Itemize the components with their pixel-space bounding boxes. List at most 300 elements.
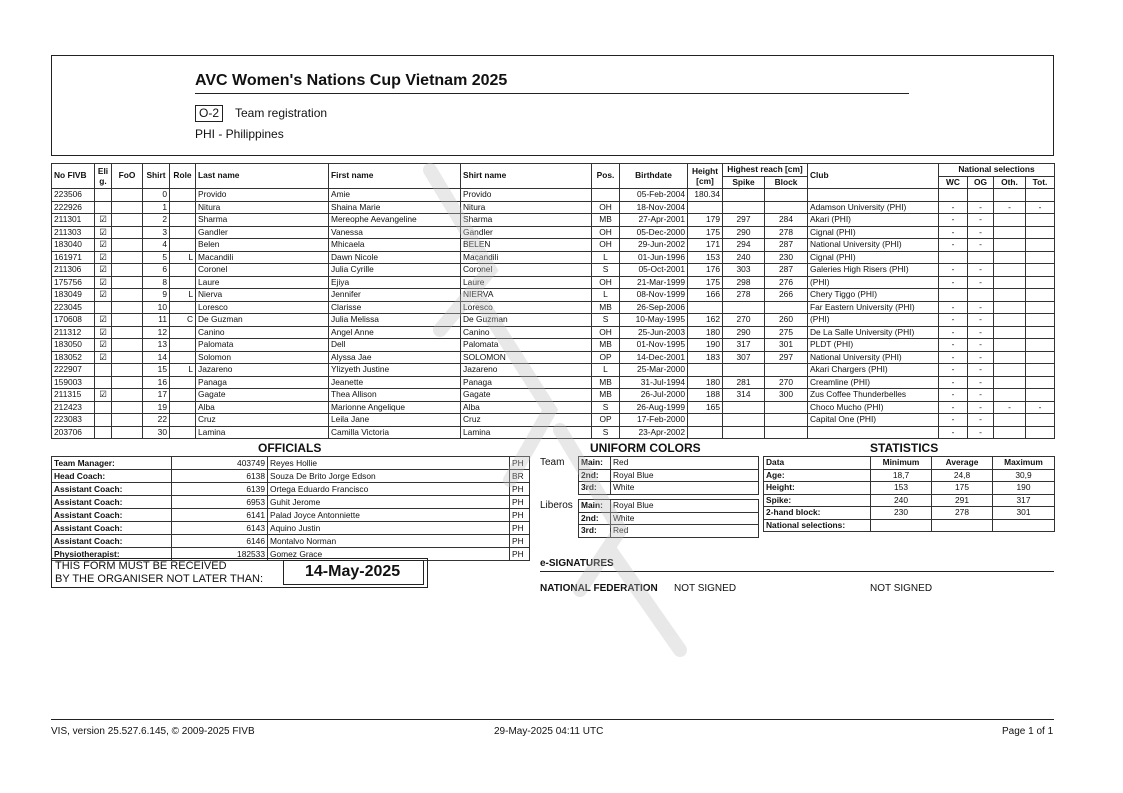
cell-club: Zus Coffee Thunderbelles bbox=[808, 389, 939, 402]
cell-shirt: 13 bbox=[143, 339, 170, 352]
cell-last-name: De Guzman bbox=[196, 314, 329, 327]
cell-wc: - bbox=[939, 389, 968, 402]
stats-avg: 278 bbox=[932, 507, 993, 520]
table-row bbox=[52, 251, 1055, 264]
cell-tot bbox=[1026, 214, 1055, 227]
cell-no-fivb: 159003 bbox=[52, 376, 95, 389]
cell-last-name: Jazareno bbox=[196, 364, 329, 377]
cell-first-name: Ylizyeth Justine bbox=[329, 364, 461, 377]
cell-spike bbox=[723, 301, 765, 314]
cell-height bbox=[688, 426, 723, 439]
stats-min: 153 bbox=[871, 482, 932, 495]
cell-club: Akari (PHI) bbox=[808, 214, 939, 227]
cell-role bbox=[170, 426, 196, 439]
cell-first-name: Camilla Victoria bbox=[329, 426, 461, 439]
stats-label: Spike: bbox=[764, 494, 871, 507]
uniform-row bbox=[579, 512, 759, 525]
cell-og: - bbox=[968, 364, 994, 377]
cell-first-name: Dell bbox=[329, 339, 461, 352]
cell-shirt: 3 bbox=[143, 226, 170, 239]
official-id: 6146 bbox=[172, 535, 268, 548]
form-name: Team registration bbox=[235, 106, 328, 120]
col-club: Club bbox=[808, 164, 939, 189]
cell-wc: - bbox=[939, 276, 968, 289]
stats-row bbox=[764, 507, 1055, 520]
cell-last-name: Nierva bbox=[196, 289, 329, 302]
cell-tot bbox=[1026, 314, 1055, 327]
cell-wc bbox=[939, 289, 968, 302]
official-name: Palad Joyce Antonniette bbox=[268, 509, 510, 522]
cell-pos: OH bbox=[592, 226, 620, 239]
cell-club bbox=[808, 426, 939, 439]
cell-block bbox=[765, 401, 808, 414]
cell-spike bbox=[723, 426, 765, 439]
cell-block: 301 bbox=[765, 339, 808, 352]
cell-block bbox=[765, 426, 808, 439]
cell-block: 300 bbox=[765, 389, 808, 402]
cell-shirt: 22 bbox=[143, 414, 170, 427]
cell-oth bbox=[994, 226, 1026, 239]
cell-og: - bbox=[968, 414, 994, 427]
cell-shirt: 9 bbox=[143, 289, 170, 302]
cell-tot bbox=[1026, 376, 1055, 389]
cell-foo bbox=[112, 276, 143, 289]
cell-role: C bbox=[170, 314, 196, 327]
cell-first-name: Mhicaela bbox=[329, 239, 461, 252]
cell-og bbox=[968, 251, 994, 264]
footer-version: VIS, version 25.527.6.145, © 2009-2025 FIVB bbox=[51, 726, 255, 737]
cell-oth bbox=[994, 289, 1026, 302]
stats-avg bbox=[932, 519, 993, 532]
uniform-color: Red bbox=[611, 525, 759, 538]
cell-height: 183 bbox=[688, 351, 723, 364]
national-federation-status: NOT SIGNED bbox=[674, 583, 737, 594]
cell-wc: - bbox=[939, 351, 968, 364]
cell-club: Creamline (PHI) bbox=[808, 376, 939, 389]
cell-first-name: Ejiya bbox=[329, 276, 461, 289]
cell-pos: MB bbox=[592, 339, 620, 352]
cell-pos: S bbox=[592, 401, 620, 414]
cell-oth bbox=[994, 264, 1026, 277]
cell-club bbox=[808, 189, 939, 202]
cell-no-fivb: 175756 bbox=[52, 276, 95, 289]
cell-block: 276 bbox=[765, 276, 808, 289]
cell-block: 230 bbox=[765, 251, 808, 264]
cell-foo bbox=[112, 264, 143, 277]
cell-wc: - bbox=[939, 201, 968, 214]
cell-first-name: Shaina Marie bbox=[329, 201, 461, 214]
cell-height: 175 bbox=[688, 226, 723, 239]
cell-pos: L bbox=[592, 289, 620, 302]
cell-shirt-name: Canino bbox=[461, 326, 592, 339]
cell-oth bbox=[994, 376, 1026, 389]
cell-height: 190 bbox=[688, 339, 723, 352]
cell-spike: 307 bbox=[723, 351, 765, 364]
uniform-row bbox=[579, 469, 759, 482]
cell-pos: OP bbox=[592, 414, 620, 427]
cell-height: 153 bbox=[688, 251, 723, 264]
col-birthdate: Birthdate bbox=[620, 164, 688, 189]
cell-club: PLDT (PHI) bbox=[808, 339, 939, 352]
cell-og: - bbox=[968, 326, 994, 339]
official-role: Assistant Coach: bbox=[52, 496, 172, 509]
col-og: OG bbox=[968, 176, 994, 189]
cell-spike: 317 bbox=[723, 339, 765, 352]
table-row bbox=[52, 414, 1055, 427]
col-oth: Oth. bbox=[994, 176, 1026, 189]
cell-height: 180 bbox=[688, 376, 723, 389]
uniform-team-label: Team bbox=[540, 457, 565, 468]
col-national-selections: National selections bbox=[939, 164, 1055, 177]
cell-wc: - bbox=[939, 264, 968, 277]
cell-birthdate: 05-Dec-2000 bbox=[620, 226, 688, 239]
cell-club: National University (PHI) bbox=[808, 239, 939, 252]
cell-elig bbox=[95, 301, 112, 314]
cell-foo bbox=[112, 326, 143, 339]
uniform-title: UNIFORM COLORS bbox=[590, 441, 701, 455]
cell-shirt-name: Loresco bbox=[461, 301, 592, 314]
cell-elig: ☑ bbox=[95, 264, 112, 277]
stats-max: 190 bbox=[993, 482, 1055, 495]
cell-role bbox=[170, 301, 196, 314]
cell-wc: - bbox=[939, 401, 968, 414]
cell-block: 266 bbox=[765, 289, 808, 302]
cell-first-name: Jeanette bbox=[329, 376, 461, 389]
cell-shirt: 30 bbox=[143, 426, 170, 439]
cell-no-fivb: 211301 bbox=[52, 214, 95, 227]
roster-table bbox=[51, 163, 1055, 439]
cell-tot bbox=[1026, 414, 1055, 427]
cell-block: 287 bbox=[765, 264, 808, 277]
uniform-color: White bbox=[611, 512, 759, 525]
cell-no-fivb: 161971 bbox=[52, 251, 95, 264]
cell-wc: - bbox=[939, 414, 968, 427]
cell-wc: - bbox=[939, 326, 968, 339]
official-row bbox=[52, 535, 530, 548]
cell-birthdate: 05-Oct-2001 bbox=[620, 264, 688, 277]
stats-avg: 24,8 bbox=[932, 469, 993, 482]
cell-tot bbox=[1026, 351, 1055, 364]
statistics-title: STATISTICS bbox=[870, 441, 939, 455]
cell-spike: 314 bbox=[723, 389, 765, 402]
cell-og: - bbox=[968, 239, 994, 252]
deadline-date: 14-May-2025 bbox=[305, 563, 401, 580]
uniform-slot: 3rd: bbox=[579, 525, 611, 538]
col-tot: Tot. bbox=[1026, 176, 1055, 189]
cell-no-fivb: 223083 bbox=[52, 414, 95, 427]
table-row bbox=[52, 276, 1055, 289]
cell-role bbox=[170, 189, 196, 202]
cell-height bbox=[688, 201, 723, 214]
cell-elig bbox=[95, 401, 112, 414]
cell-pos: OP bbox=[592, 351, 620, 364]
cell-block bbox=[765, 201, 808, 214]
cell-spike: 297 bbox=[723, 214, 765, 227]
uniform-row bbox=[579, 482, 759, 495]
cell-pos: OH bbox=[592, 276, 620, 289]
cell-oth bbox=[994, 426, 1026, 439]
cell-foo bbox=[112, 376, 143, 389]
cell-tot bbox=[1026, 239, 1055, 252]
cell-height: 179 bbox=[688, 214, 723, 227]
cell-birthdate: 10-May-1995 bbox=[620, 314, 688, 327]
cell-role bbox=[170, 351, 196, 364]
col-shirt-name: Shirt name bbox=[461, 164, 592, 189]
cell-last-name: Cruz bbox=[196, 414, 329, 427]
cell-birthdate: 01-Nov-1995 bbox=[620, 339, 688, 352]
cell-tot bbox=[1026, 226, 1055, 239]
cell-elig: ☑ bbox=[95, 339, 112, 352]
table-row bbox=[52, 214, 1055, 227]
official-role: Head Coach: bbox=[52, 470, 172, 483]
cell-spike: 290 bbox=[723, 226, 765, 239]
stats-row bbox=[764, 494, 1055, 507]
cell-birthdate: 26-Aug-1999 bbox=[620, 401, 688, 414]
col-block: Block bbox=[765, 176, 808, 189]
cell-wc: - bbox=[939, 314, 968, 327]
official-nationality: PH bbox=[510, 496, 530, 509]
cell-foo bbox=[112, 401, 143, 414]
cell-birthdate: 31-Jul-1994 bbox=[620, 376, 688, 389]
cell-oth bbox=[994, 389, 1026, 402]
cell-birthdate: 26-Sep-2006 bbox=[620, 301, 688, 314]
table-row bbox=[52, 364, 1055, 377]
stats-row bbox=[764, 469, 1055, 482]
cell-foo bbox=[112, 414, 143, 427]
official-nationality: PH bbox=[510, 522, 530, 535]
cell-elig: ☑ bbox=[95, 351, 112, 364]
cell-block bbox=[765, 301, 808, 314]
col-foo: FoO bbox=[112, 164, 143, 189]
cell-shirt: 15 bbox=[143, 364, 170, 377]
cell-elig bbox=[95, 414, 112, 427]
table-row bbox=[52, 239, 1055, 252]
official-id: 403749 bbox=[172, 457, 268, 470]
cell-birthdate: 23-Apr-2002 bbox=[620, 426, 688, 439]
cell-no-fivb: 222907 bbox=[52, 364, 95, 377]
cell-pos bbox=[592, 189, 620, 202]
cell-shirt: 5 bbox=[143, 251, 170, 264]
uniform-color: Red bbox=[611, 457, 759, 470]
cell-first-name: Dawn Nicole bbox=[329, 251, 461, 264]
cell-no-fivb: 183040 bbox=[52, 239, 95, 252]
cell-block bbox=[765, 189, 808, 202]
cell-tot bbox=[1026, 301, 1055, 314]
cell-oth bbox=[994, 326, 1026, 339]
cell-role: L bbox=[170, 251, 196, 264]
cell-block: 275 bbox=[765, 326, 808, 339]
cell-block: 297 bbox=[765, 351, 808, 364]
table-row bbox=[52, 426, 1055, 439]
cell-spike: 281 bbox=[723, 376, 765, 389]
table-row bbox=[52, 189, 1055, 202]
cell-tot bbox=[1026, 189, 1055, 202]
cell-shirt-name: Sharma bbox=[461, 214, 592, 227]
cell-club: Adamson University (PHI) bbox=[808, 201, 939, 214]
cell-shirt: 12 bbox=[143, 326, 170, 339]
cell-og: - bbox=[968, 314, 994, 327]
cell-shirt: 6 bbox=[143, 264, 170, 277]
cell-shirt-name: BELEN bbox=[461, 239, 592, 252]
cell-pos: MB bbox=[592, 376, 620, 389]
cell-foo bbox=[112, 301, 143, 314]
cell-spike bbox=[723, 364, 765, 377]
cell-tot bbox=[1026, 389, 1055, 402]
uniform-libero-label: Liberos bbox=[540, 500, 573, 511]
table-row bbox=[52, 226, 1055, 239]
cell-first-name: Mereophe Aevangeline bbox=[329, 214, 461, 227]
national-federation-label: NATIONAL FEDERATION bbox=[540, 583, 658, 594]
cell-spike bbox=[723, 401, 765, 414]
cell-height: 166 bbox=[688, 289, 723, 302]
cell-spike: 240 bbox=[723, 251, 765, 264]
cell-no-fivb: 223045 bbox=[52, 301, 95, 314]
cell-last-name: Solomon bbox=[196, 351, 329, 364]
cell-club: Galeries High Risers (PHI) bbox=[808, 264, 939, 277]
official-name: Montalvo Norman bbox=[268, 535, 510, 548]
cell-foo bbox=[112, 426, 143, 439]
official-id: 182533 bbox=[172, 548, 268, 561]
cell-no-fivb: 183050 bbox=[52, 339, 95, 352]
uniform-color: Royal Blue bbox=[611, 500, 759, 513]
cell-birthdate: 25-Jun-2003 bbox=[620, 326, 688, 339]
cell-block: 270 bbox=[765, 376, 808, 389]
cell-shirt: 19 bbox=[143, 401, 170, 414]
cell-club: Far Eastern University (PHI) bbox=[808, 301, 939, 314]
cell-pos: OH bbox=[592, 239, 620, 252]
cell-no-fivb: 183052 bbox=[52, 351, 95, 364]
cell-shirt: 4 bbox=[143, 239, 170, 252]
uniform-row bbox=[579, 525, 759, 538]
officials-table bbox=[51, 456, 530, 561]
cell-shirt-name: Panaga bbox=[461, 376, 592, 389]
cell-tot bbox=[1026, 426, 1055, 439]
official-role: Assistant Coach: bbox=[52, 522, 172, 535]
cell-pos: MB bbox=[592, 301, 620, 314]
cell-tot bbox=[1026, 339, 1055, 352]
table-row bbox=[52, 376, 1055, 389]
cell-og: - bbox=[968, 401, 994, 414]
cell-spike bbox=[723, 414, 765, 427]
statistics-table bbox=[763, 456, 1055, 532]
cell-shirt-name: Laure bbox=[461, 276, 592, 289]
cell-spike bbox=[723, 201, 765, 214]
cell-og: - bbox=[968, 301, 994, 314]
cell-club: De La Salle University (PHI) bbox=[808, 326, 939, 339]
cell-birthdate: 08-Nov-1999 bbox=[620, 289, 688, 302]
cell-elig: ☑ bbox=[95, 314, 112, 327]
cell-pos: L bbox=[592, 251, 620, 264]
cell-wc bbox=[939, 189, 968, 202]
cell-height: 180 bbox=[688, 326, 723, 339]
cell-role bbox=[170, 214, 196, 227]
uniform-libero-table bbox=[578, 499, 759, 538]
cell-first-name: Vanessa bbox=[329, 226, 461, 239]
cell-height: 175 bbox=[688, 276, 723, 289]
form-code: O-2 bbox=[195, 105, 223, 122]
cell-last-name: Sharma bbox=[196, 214, 329, 227]
cell-birthdate: 18-Nov-2004 bbox=[620, 201, 688, 214]
cell-block: 278 bbox=[765, 226, 808, 239]
cell-og: - bbox=[968, 264, 994, 277]
cell-spike: 303 bbox=[723, 264, 765, 277]
cell-height: 171 bbox=[688, 239, 723, 252]
official-id: 6139 bbox=[172, 483, 268, 496]
cell-no-fivb: 211312 bbox=[52, 326, 95, 339]
table-row bbox=[52, 339, 1055, 352]
cell-og: - bbox=[968, 226, 994, 239]
cell-og: - bbox=[968, 339, 994, 352]
uniform-slot: Main: bbox=[579, 500, 611, 513]
title-rule bbox=[195, 93, 909, 94]
cell-shirt-name: Alba bbox=[461, 401, 592, 414]
cell-last-name: Loresco bbox=[196, 301, 329, 314]
cell-club: Chery Tiggo (PHI) bbox=[808, 289, 939, 302]
cell-elig bbox=[95, 189, 112, 202]
cell-tot: - bbox=[1026, 401, 1055, 414]
official-nationality: BR bbox=[510, 470, 530, 483]
cell-spike: 294 bbox=[723, 239, 765, 252]
cell-club: Cignal (PHI) bbox=[808, 251, 939, 264]
cell-oth bbox=[994, 339, 1026, 352]
cell-shirt: 16 bbox=[143, 376, 170, 389]
col-spike: Spike bbox=[723, 176, 765, 189]
col-no-fivb: No FIVB bbox=[52, 164, 95, 189]
cell-elig: ☑ bbox=[95, 389, 112, 402]
cell-og bbox=[968, 289, 994, 302]
stats-avg: 175 bbox=[932, 482, 993, 495]
stats-label: Height: bbox=[764, 482, 871, 495]
cell-tot: - bbox=[1026, 201, 1055, 214]
cell-first-name: Alyssa Jae bbox=[329, 351, 461, 364]
cell-first-name: Amie bbox=[329, 189, 461, 202]
official-row bbox=[52, 470, 530, 483]
cell-shirt: 1 bbox=[143, 201, 170, 214]
official-name: Souza De Brito Jorge Edson bbox=[268, 470, 510, 483]
cell-oth bbox=[994, 189, 1026, 202]
cell-first-name: Julia Cyrille bbox=[329, 264, 461, 277]
table-row bbox=[52, 351, 1055, 364]
cell-role bbox=[170, 326, 196, 339]
stats-min: 18,7 bbox=[871, 469, 932, 482]
stats-avg: 291 bbox=[932, 494, 993, 507]
cell-pos: S bbox=[592, 314, 620, 327]
cell-club: (PHI) bbox=[808, 314, 939, 327]
official-name: Ortega Eduardo Francisco bbox=[268, 483, 510, 496]
col-wc: WC bbox=[939, 176, 968, 189]
event-title: AVC Women's Nations Cup Vietnam 2025 bbox=[195, 72, 508, 89]
cell-pos: MB bbox=[592, 214, 620, 227]
official-nationality: PH bbox=[510, 548, 530, 561]
cell-no-fivb: 183049 bbox=[52, 289, 95, 302]
stats-max bbox=[993, 519, 1055, 532]
cell-no-fivb: 203706 bbox=[52, 426, 95, 439]
cell-tot bbox=[1026, 364, 1055, 377]
cell-birthdate: 26-Jul-2000 bbox=[620, 389, 688, 402]
cell-last-name: Laure bbox=[196, 276, 329, 289]
table-row bbox=[52, 401, 1055, 414]
cell-last-name: Belen bbox=[196, 239, 329, 252]
cell-elig: ☑ bbox=[95, 239, 112, 252]
stats-label: Age: bbox=[764, 469, 871, 482]
stats-col-avg: Average bbox=[932, 457, 993, 470]
cell-elig bbox=[95, 364, 112, 377]
cell-og: - bbox=[968, 214, 994, 227]
official-name: Guhit Jerome bbox=[268, 496, 510, 509]
cell-role bbox=[170, 201, 196, 214]
cell-last-name: Panaga bbox=[196, 376, 329, 389]
cell-birthdate: 21-Mar-1999 bbox=[620, 276, 688, 289]
